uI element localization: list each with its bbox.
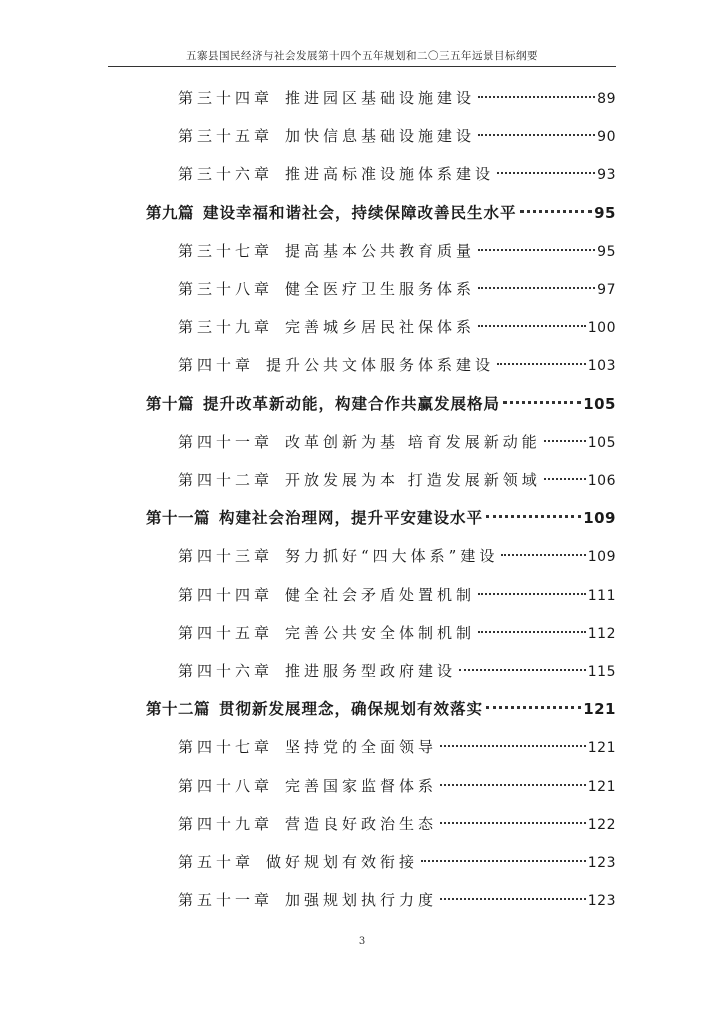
toc-part-entry[interactable]: [146, 392, 616, 416]
toc-entry-page: 90: [597, 129, 616, 146]
toc-dot-leader: [440, 898, 586, 900]
toc-dot-leader: [497, 172, 595, 174]
toc-chapter-entry[interactable]: [178, 659, 616, 683]
toc-entry-title: 推进高标准设施体系建设: [285, 165, 495, 184]
toc-chapter-entry[interactable]: [178, 774, 616, 798]
toc-dot-leader: [478, 96, 595, 98]
toc-entry-title: 推进园区基础设施建设: [285, 89, 476, 107]
toc-entry-number: 第三十七章: [178, 241, 274, 260]
toc-dot-leader: [440, 745, 586, 747]
toc-entry-title: 营造良好政治生态: [285, 814, 438, 833]
toc-chapter-entry[interactable]: [178, 124, 616, 148]
toc-dot-leader: [486, 515, 581, 518]
toc-dot-leader: [501, 554, 585, 556]
toc-entry-title: 贯彻新发展理念，确保规划有效落实: [219, 699, 484, 719]
toc-entry-number: 第十二篇: [146, 699, 211, 719]
toc-chapter-entry[interactable]: [178, 468, 616, 492]
toc-entry-title: 完善国家监督体系: [285, 776, 438, 795]
toc-dot-leader: [440, 784, 586, 786]
toc-chapter-entry[interactable]: [178, 353, 616, 377]
toc-entry-number: 第四十一章: [178, 432, 274, 451]
toc-dot-leader: [478, 134, 595, 136]
toc-entry-title: 做好规划有效衔接: [266, 853, 419, 871]
toc-chapter-entry[interactable]: [178, 315, 616, 339]
toc-entry-number: 第九篇: [146, 202, 195, 222]
toc-entry-title: 坚持党的全面领导: [285, 738, 438, 757]
toc-entry-number: 第四十四章: [178, 585, 274, 604]
toc-entry-page: 95: [597, 243, 616, 260]
toc-entry-title: 提升公共文体服务体系建设: [266, 356, 495, 375]
toc-entry-page: 100: [587, 320, 616, 337]
toc-chapter-entry[interactable]: [178, 544, 616, 568]
toc-entry-title: 完善公共安全体制机制: [285, 623, 476, 642]
toc-entry-page: 109: [587, 549, 616, 566]
toc-dot-leader: [520, 210, 593, 213]
toc-entry-title: 加强规划执行力度: [285, 891, 438, 910]
toc-entry-page: 106: [587, 473, 616, 489]
toc-entry-number: 第三十五章: [178, 127, 274, 146]
toc-entry-number: 第四十六章: [178, 662, 274, 680]
toc-chapter-entry[interactable]: [178, 162, 616, 186]
toc-chapter-entry[interactable]: [178, 812, 616, 836]
toc-entry-number: 第十一篇: [146, 508, 211, 528]
toc-entry-page: 123: [587, 893, 616, 910]
toc-chapter-entry[interactable]: [178, 735, 616, 759]
toc-entry-title: 加快信息基础设施建设: [285, 127, 476, 146]
toc-dot-leader: [421, 860, 586, 862]
toc-part-entry[interactable]: [146, 201, 616, 225]
toc-dot-leader: [478, 325, 586, 327]
toc-entry-number: 第四十章: [178, 356, 255, 375]
toc-entry-title: 提升改革新动能，构建合作共赢发展格局: [203, 393, 501, 413]
toc-entry-page: 121: [587, 740, 616, 757]
toc-dot-leader: [459, 669, 586, 671]
toc-entry-page: 105: [583, 394, 616, 413]
toc-entry-title: 构建社会治理网，提升平安建设水平: [219, 508, 484, 528]
toc-chapter-entry[interactable]: [178, 277, 616, 301]
toc-dot-leader: [478, 593, 586, 595]
toc-part-entry[interactable]: [146, 697, 616, 721]
toc-entry-page: 111: [587, 587, 616, 604]
running-header: 五寨县国民经济与社会发展第十四个五年规划和二〇三五年远景目标纲要: [186, 50, 538, 62]
toc-entry-number: 第三十四章: [178, 89, 274, 107]
toc-entry-page: 115: [587, 664, 616, 680]
toc-entry-number: 第四十九章: [178, 814, 274, 833]
toc-chapter-entry[interactable]: [178, 888, 616, 912]
toc-dot-leader: [478, 249, 595, 251]
toc-dot-leader: [478, 287, 595, 289]
header-rule: [108, 66, 616, 67]
toc-dot-leader: [544, 478, 586, 480]
toc-entry-number: 第五十一章: [178, 891, 274, 910]
toc-entry-number: 第四十七章: [178, 738, 274, 757]
toc-dot-leader: [440, 822, 586, 824]
toc-dot-leader: [478, 631, 586, 633]
toc-chapter-entry[interactable]: [178, 86, 616, 110]
toc-entry-page: 112: [587, 625, 616, 642]
toc-entry-number: 第三十六章: [178, 165, 274, 184]
toc-entry-title: 建设幸福和谐社会，持续保障改善民生水平: [203, 202, 517, 222]
toc-dot-leader: [497, 363, 586, 365]
toc-entry-title: 提高基本公共教育质量: [285, 241, 476, 260]
toc-entry-title: 努力抓好“四大体系”建设: [285, 547, 499, 566]
toc-entry-title: 开放发展为本 打造发展新领域: [285, 471, 541, 489]
toc-entry-page: 121: [587, 778, 616, 795]
toc-entry-number: 第四十五章: [178, 623, 274, 642]
toc-entry-title: 改革创新为基 培育发展新动能: [285, 432, 541, 451]
toc-entry-page: 95: [594, 203, 616, 222]
toc-entry-page: 121: [583, 700, 616, 719]
toc-chapter-entry[interactable]: [178, 430, 616, 454]
toc-entry-title: 推进服务型政府建设: [285, 662, 457, 680]
toc-entry-page: 103: [587, 358, 616, 375]
toc-chapter-entry[interactable]: [178, 583, 616, 607]
toc-entry-page: 97: [597, 282, 616, 298]
toc-chapter-entry[interactable]: [178, 850, 616, 874]
toc-entry-page: 89: [597, 91, 616, 107]
toc-entry-number: 第三十九章: [178, 318, 274, 337]
toc-entry-page: 109: [583, 509, 616, 528]
toc-entry-page: 123: [587, 855, 616, 871]
toc-dot-leader: [544, 440, 586, 442]
toc-dot-leader: [486, 706, 581, 709]
toc-entry-number: 第三十八章: [178, 280, 274, 298]
page-number: 3: [358, 936, 366, 947]
toc-entry-number: 第四十二章: [178, 471, 274, 489]
toc-entry-page: 93: [597, 167, 616, 184]
toc-entry-number: 第五十章: [178, 853, 255, 871]
toc-entry-number: 第十篇: [146, 393, 195, 413]
toc-entry-title: 健全社会矛盾处置机制: [285, 585, 476, 604]
toc-entry-number: 第四十八章: [178, 776, 274, 795]
toc-entry-page: 122: [587, 816, 616, 833]
toc-entry-page: 105: [587, 434, 616, 451]
toc-part-entry[interactable]: [146, 506, 616, 530]
toc-entry-number: 第四十三章: [178, 547, 274, 566]
toc-chapter-entry[interactable]: [178, 239, 616, 263]
toc-chapter-entry[interactable]: [178, 621, 616, 645]
toc-dot-leader: [503, 401, 581, 404]
toc-entry-title: 完善城乡居民社保体系: [285, 318, 476, 337]
toc-entry-title: 健全医疗卫生服务体系: [285, 280, 476, 298]
